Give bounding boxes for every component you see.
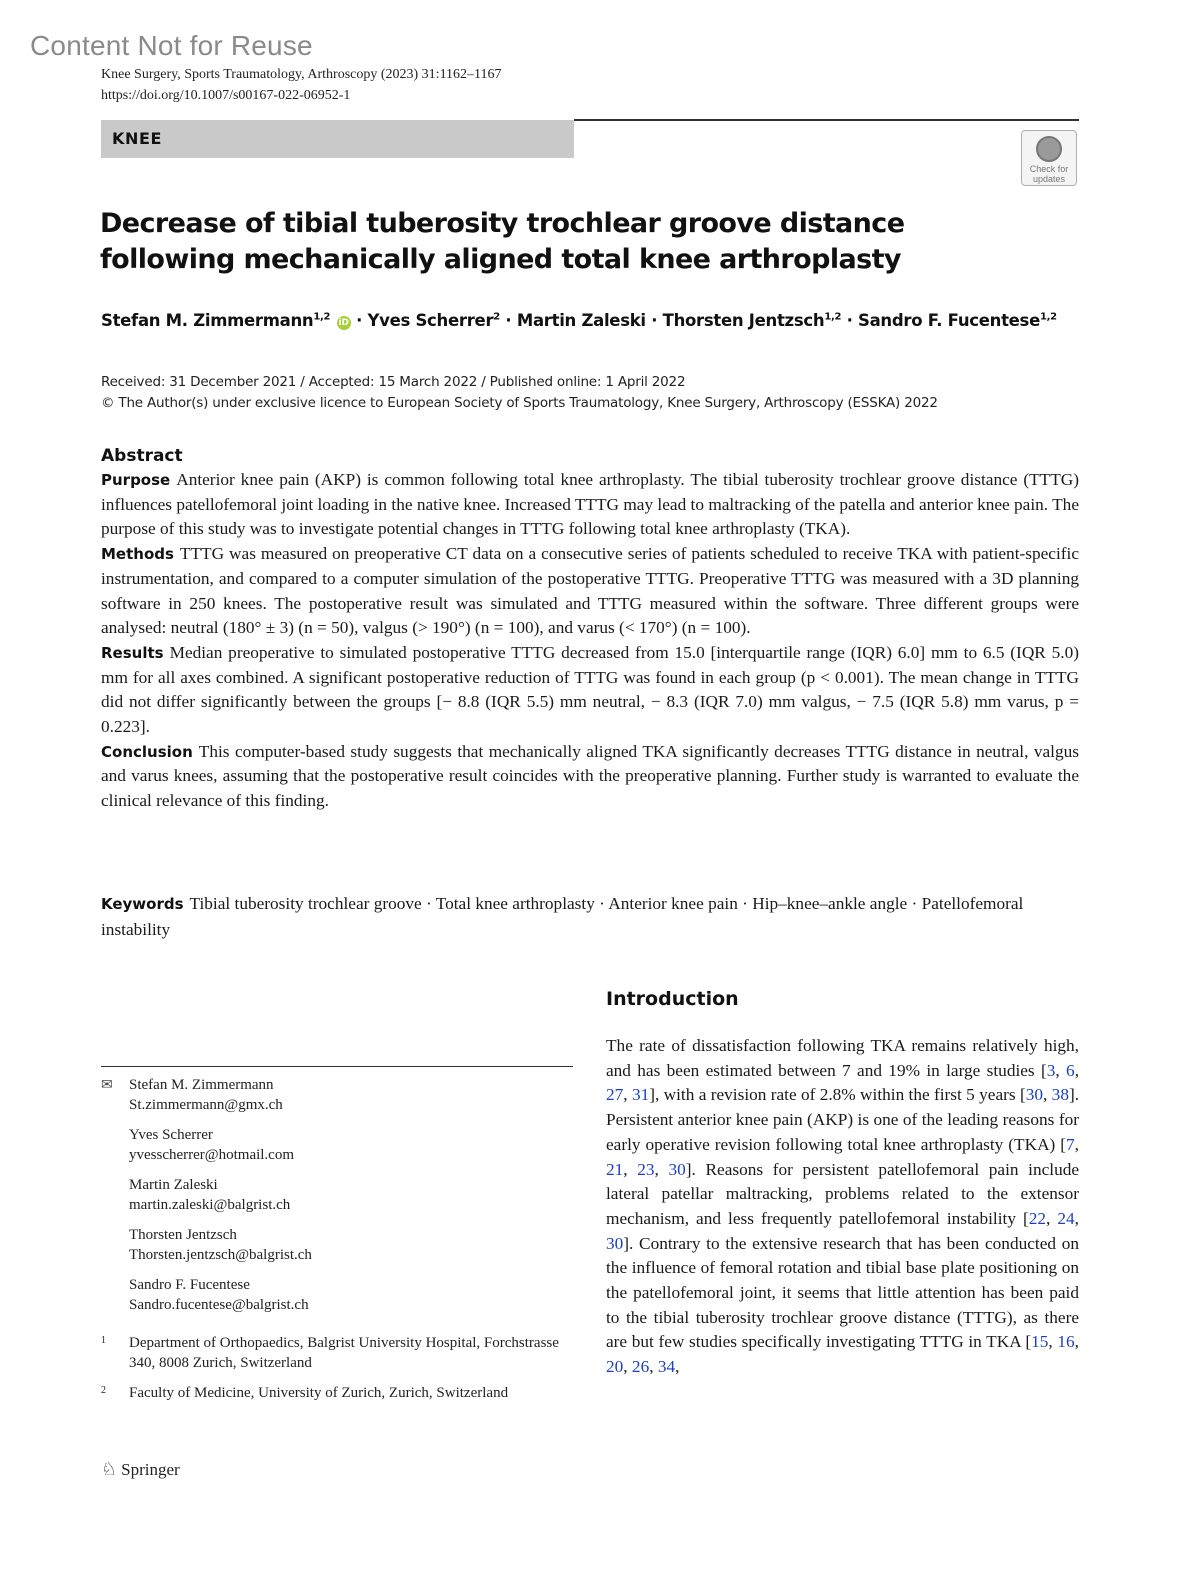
reference-link[interactable]: 20	[606, 1357, 624, 1377]
orcid-icon[interactable]: iD	[337, 316, 351, 330]
publisher-name: Springer	[121, 1460, 180, 1479]
keywords	[101, 891, 1079, 942]
doi-link[interactable]: https://doi.org/10.1007/s00167-022-06952-1	[101, 88, 351, 103]
affiliation-number: 2	[101, 1385, 106, 1396]
reference-link[interactable]: 26	[631, 1357, 650, 1377]
introduction-heading: Introduction	[606, 988, 739, 1010]
author-affiliation: 1,2	[824, 311, 842, 323]
author-separator: ·	[846, 311, 853, 330]
reference-link[interactable]: 24	[1057, 1208, 1075, 1228]
contact-entry	[129, 1225, 573, 1265]
introduction-text-segment: The rate of dissatisfaction following TKA remains relatively high, and has been estimated between 7 and 19% in large studies [	[606, 1036, 1079, 1080]
abstract-heading: Abstract	[101, 446, 183, 466]
crossmark-label: Check for updates	[1029, 164, 1069, 184]
contact-email[interactable]: martin.zaleski@balgrist.ch	[129, 1197, 291, 1213]
reference-link[interactable]: 34	[657, 1357, 676, 1377]
contact-entry	[101, 1075, 573, 1115]
author-affiliation: 2	[493, 311, 500, 323]
publisher-footer	[101, 1459, 180, 1480]
introduction-text-segment: ,	[1074, 1060, 1080, 1080]
introduction-text-segment: ,	[649, 1357, 658, 1377]
footnote-rule	[101, 1066, 573, 1067]
introduction-text-segment: ,	[1046, 1208, 1058, 1228]
keywords-label: Keywords	[101, 895, 184, 913]
reference-link[interactable]: 15	[1031, 1332, 1049, 1352]
contact-email[interactable]: Sandro.fucentese@balgrist.ch	[129, 1297, 309, 1313]
author-separator: ·	[651, 311, 658, 330]
reference-link[interactable]: 23	[637, 1159, 655, 1179]
author-separator: ·	[505, 311, 512, 330]
affiliation-text: Department of Orthopaedics, Balgrist University Hospital, Forchstrasse 340, 8008 Zurich, Switzerland	[129, 1335, 559, 1371]
introduction-text-segment: ,	[623, 1085, 632, 1105]
section-rule	[574, 119, 1079, 121]
copyright-line: © The Author(s) under exclusive licence to European Society of Sports Traumatology, Knee Surgery, Arthroscopy (ESSKA) 2022	[101, 395, 938, 411]
reference-link[interactable]: 6	[1066, 1060, 1075, 1080]
abstract-conclusion: Conclusion This computer-based study suggests that mechanically aligned TKA significantly decreases TTTG distance in neutral, valgus and varus knees, assuming that the postoperative result coincides with the preoperative planning. Further study is warranted to evaluate the clinical relevance of this finding.	[101, 741, 1079, 811]
contact-name: Yves Scherrer	[129, 1127, 213, 1143]
introduction-text	[606, 1034, 1079, 1380]
contact-name: Stefan M. Zimmermann	[129, 1077, 274, 1093]
section-bar	[101, 120, 574, 158]
author-name: Sandro F. Fucentese	[858, 311, 1040, 330]
article-title: Decrease of tibial tuberosity trochlear groove distance following mechanically aligned total knee arthroplasty	[100, 208, 905, 275]
publication-dates	[101, 372, 938, 414]
author-name: Martin Zaleski	[516, 311, 646, 330]
journal-header	[101, 64, 502, 106]
introduction-text-segment: ,	[1074, 1134, 1079, 1154]
author-affiliation: 1,2	[313, 311, 331, 323]
introduction-text-segment: ]. Contrary to the extensive research that has been conducted on the influence of femoral rotation and tibial base plate positioning on the patellofemoral joint, it seems that little attention has been paid to the tibial tuberosity trochlear groove distance (TTTG), as there are but few studies specifically investigating TTTG in TKA [	[606, 1233, 1079, 1352]
author-separator: ·	[356, 311, 363, 330]
reference-link[interactable]: 30	[668, 1159, 686, 1179]
correspondence-block	[101, 1075, 573, 1403]
contact-email[interactable]: yvesscherrer@hotmail.com	[129, 1147, 295, 1163]
journal-citation: Knee Surgery, Sports Traumatology, Arthroscopy (2023) 31:1162–1167	[101, 67, 502, 82]
introduction-section	[606, 988, 1079, 1380]
reference-link[interactable]: 7	[1066, 1134, 1075, 1154]
contact-name: Sandro F. Fucentese	[129, 1277, 250, 1293]
reference-link[interactable]: 30	[606, 1233, 624, 1253]
crossmark-icon	[1036, 136, 1062, 162]
affiliation-text: Faculty of Medicine, University of Zurich, Zurich, Switzerland	[129, 1385, 509, 1401]
introduction-text-segment: ,	[1055, 1060, 1067, 1080]
contact-entry	[129, 1125, 573, 1165]
reference-link[interactable]: 38	[1051, 1085, 1069, 1105]
history-dates: Received: 31 December 2021 / Accepted: 15 March 2022 / Published online: 1 April 2022	[101, 374, 686, 390]
introduction-text-segment: ,	[623, 1159, 638, 1179]
introduction-text-segment: ], with a revision rate of 2.8% within the first 5 years [	[649, 1085, 1026, 1105]
reference-link[interactable]: 30	[1025, 1085, 1043, 1105]
watermark-text: Content Not for Reuse	[30, 30, 313, 61]
envelope-icon: ✉	[101, 1078, 113, 1093]
reference-link[interactable]: 22	[1028, 1208, 1047, 1228]
check-for-updates-button[interactable]	[1021, 130, 1077, 186]
abstract-section	[101, 446, 1079, 814]
introduction-text-segment: ,	[1043, 1085, 1052, 1105]
reference-link[interactable]: 27	[606, 1085, 624, 1105]
introduction-text-segment: ,	[623, 1357, 632, 1377]
abstract-results: Results Median preoperative to simulated postoperative TTTG decreased from 15.0 [interquartile range (IQR) 6.0] mm to 6.5 (IQR 5.0) mm for all axes combined. A significant postoperative reduction of TTTG was found in each group (p < 0.001). The mean change in TTTG did not differ significantly between the groups [− 8.8 (IQR 5.5) mm neutral, − 8.3 (IQR 7.0) mm valgus, − 7.5 (IQR 5.8) mm varus, p = 0.223].	[101, 642, 1079, 737]
contact-entry	[129, 1275, 573, 1315]
author-name: Thorsten Jentzsch	[662, 311, 825, 330]
contact-entry	[129, 1175, 573, 1215]
introduction-text-segment: ,	[1074, 1208, 1079, 1228]
reference-link[interactable]: 16	[1057, 1332, 1075, 1352]
reference-link[interactable]: 21	[606, 1159, 624, 1179]
introduction-text-segment: ,	[675, 1357, 680, 1377]
contact-email[interactable]: Thorsten.jentzsch@balgrist.ch	[129, 1247, 312, 1263]
reference-link[interactable]: 31	[631, 1085, 650, 1105]
author-list	[101, 311, 1101, 330]
introduction-text-segment: ]. Persistent anterior knee pain (AKP) is one of the leading reasons for early operative revision following total knee arthroplasty (TKA) [	[606, 1085, 1080, 1154]
abstract-purpose: Purpose Anterior knee pain (AKP) is common following total knee arthroplasty. The tibial tuberosity trochlear groove distance (TTTG) influences patellofemoral joint loading in the native knee. Increased TTTG may lead to maltracking of the patella and anterior knee pain. The purpose of this study was to investigate potential changes in TTTG following total knee arthroplasty (TKA).	[101, 470, 1079, 539]
introduction-text-segment: ,	[1048, 1332, 1058, 1352]
springer-logo-icon: ♘	[101, 1459, 118, 1479]
affiliation-entry	[101, 1383, 573, 1403]
reference-link[interactable]: 3	[1046, 1060, 1056, 1080]
affiliation-number: 1	[101, 1335, 106, 1346]
section-label: KNEE	[112, 129, 163, 148]
contact-name: Martin Zaleski	[129, 1177, 218, 1193]
contact-email[interactable]: St.zimmermann@gmx.ch	[129, 1097, 283, 1113]
author-name: Yves Scherrer	[367, 311, 494, 330]
introduction-text-segment: ]. Reasons for persistent patellofemoral pain include lateral patellar maltracking, problems related to the extensor mechanism, and less frequently patellofemoral instability [	[606, 1159, 1080, 1228]
affiliation-entry	[101, 1333, 573, 1373]
keywords-text: Tibial tuberosity trochlear groove · Total knee arthroplasty · Anterior knee pain · Hip–knee–ankle angle · Patellofemoral instability	[101, 894, 1024, 939]
introduction-text-segment: ,	[654, 1159, 669, 1179]
contact-name: Thorsten Jentzsch	[129, 1227, 237, 1243]
introduction-text-segment: ,	[1074, 1332, 1079, 1352]
author-affiliation: 1,2	[1039, 311, 1057, 323]
abstract-methods: Methods TTTG was measured on preoperative CT data on a consecutive series of patients scheduled to receive TKA with patient-specific instrumentation, and compared to a computer simulation of the postoperative TTTG. Preoperative TTTG was measured with a 3D planning software in 250 knees. The postoperative result was simulated and TTTG measured within the software. Three different groups were analysed: neutral (180° ± 3) (n = 50), valgus (> 190°) (n = 100), and varus (< 170°) (n = 100).	[101, 544, 1079, 638]
author-name: Stefan M. Zimmermann	[101, 311, 314, 330]
